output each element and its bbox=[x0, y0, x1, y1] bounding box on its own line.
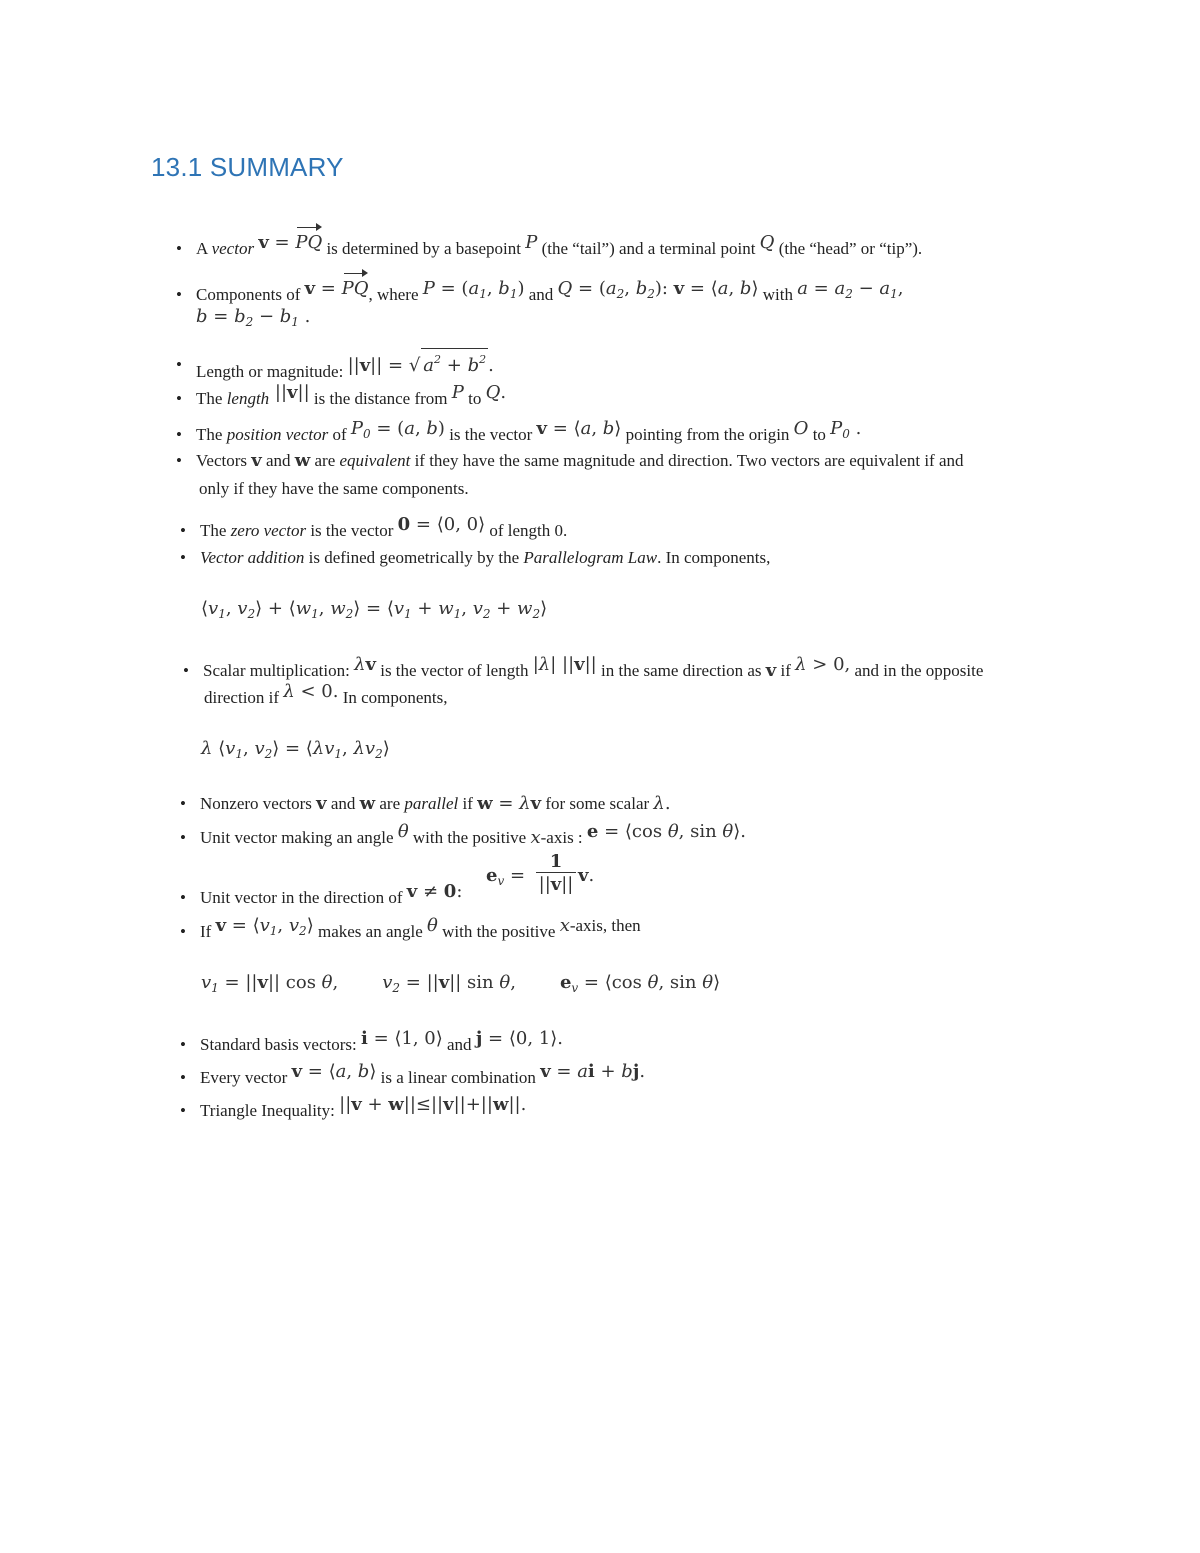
unit-vector-formula-rhs: v. bbox=[578, 865, 595, 886]
bullet-marker: • bbox=[176, 389, 182, 408]
list-item-unit-direction: Unit vector in the direction of v ≠ 0: bbox=[200, 881, 463, 907]
list-item-unit-vector-angle: Unit vector making an angle θ with the positive x-axis : e = ⟨cos θ, sin θ⟩. bbox=[200, 821, 747, 848]
list-item-vector-definition: A vector v = PQ is determined by a basepoint P (the “tail”) and a terminal point Q (the “head” or “tip”). bbox=[196, 232, 923, 258]
list-item-basis-vectors: Standard basis vectors: i = ⟨1, 0⟩ and j = ⟨0, 1⟩. bbox=[200, 1028, 563, 1054]
bullet-marker: • bbox=[176, 451, 182, 470]
equivalent-continuation: only if they have the same components. bbox=[199, 479, 469, 498]
list-item-parallel: Nonzero vectors v and w are parallel if w = λv for some scalar λ. bbox=[200, 793, 671, 814]
bullet-marker: • bbox=[180, 1035, 186, 1054]
list-item-magnitude: Length or magnitude: ||v|| = √ $a^2 + b^2$ . bbox=[196, 354, 494, 383]
bullet-marker: • bbox=[180, 794, 186, 813]
list-item-vector-addition: Vector addition is defined geometrically by the Parallelogram Law. In components, bbox=[200, 548, 771, 567]
list-item-zero-vector: The zero vector is the vector 0 = ⟨0, 0⟩ of length 0. bbox=[200, 514, 568, 540]
list-item-position-vector: The position vector of $P_0 = (a$, b) is the vector v = ⟨a, b⟩ pointing from the origin O to $P_0$ . bbox=[196, 418, 862, 444]
bullet-marker: • bbox=[180, 922, 186, 941]
bullet-marker: • bbox=[183, 661, 189, 680]
list-item-length: The length ||v|| is the distance from P to Q. bbox=[196, 382, 507, 408]
addition-formula: $⟨v_1$, $v_2⟩$ + $⟨w_1$, $w_2⟩$ = $⟨v_1 + w_1$, $v_2$ + $w_2⟩$ bbox=[201, 598, 548, 621]
list-item-components: Components of v = PQ, where $P = (a_1$, $b_1$) and $Q = (a_2$, $b_2$): v = ⟨a, b⟩ with $a = a_2 - a_1$, bbox=[196, 278, 904, 304]
list-item-equivalent: Vectors v and w are equivalent if they have the same magnitude and direction. Two vectors are equivalent if and bbox=[196, 450, 964, 471]
list-item-scalar-multiplication: Scalar multiplication: λv is the vector of length |λ| ||v|| in the same direction as v if λ > 0, and in the opposite bbox=[203, 654, 984, 681]
bullet-marker: • bbox=[176, 355, 182, 374]
bullet-marker: • bbox=[180, 521, 186, 540]
scalar-formula: λ $⟨v_1$, $v_2⟩$ = $⟨\lambda v_1$, $\lambda v_2⟩$ bbox=[201, 738, 390, 761]
unit-vector-formula-lhs: $e_v$ = bbox=[486, 865, 526, 888]
scalar-continuation: direction if λ < 0. In components, bbox=[204, 681, 448, 707]
bullet-marker: • bbox=[180, 548, 186, 567]
unit-vector-fraction: $\frac{1}{||v||}$ bbox=[536, 851, 576, 895]
bullet-marker: • bbox=[176, 425, 182, 444]
page-title: 13.1 SUMMARY bbox=[151, 152, 344, 182]
bullet-marker: • bbox=[176, 285, 182, 304]
components-angle-formula: $v_1 = ||v||$ cos θ, $v_2 = ||v||$ sin θ, $e_v$ = ⟨cos θ, sin θ⟩ bbox=[201, 972, 721, 995]
components-continuation: $b = b_2 - b_1$ . bbox=[196, 306, 311, 329]
bullet-marker: • bbox=[180, 888, 186, 907]
bullet-marker: • bbox=[176, 239, 182, 258]
list-item-triangle-inequality: Triangle Inequality: ||v + w||≤||v||+||w||. bbox=[200, 1094, 527, 1120]
bullet-marker: • bbox=[180, 1068, 186, 1087]
bullet-marker: • bbox=[180, 1101, 186, 1120]
list-item-if-angle: If $v = ⟨v_1$, $v_2⟩$ makes an angle θ with the positive x-axis, then bbox=[200, 915, 641, 941]
bullet-marker: • bbox=[180, 828, 186, 847]
list-item-linear-combination: Every vector v = ⟨a, b⟩ is a linear combination v = ai + bj. bbox=[200, 1061, 646, 1087]
